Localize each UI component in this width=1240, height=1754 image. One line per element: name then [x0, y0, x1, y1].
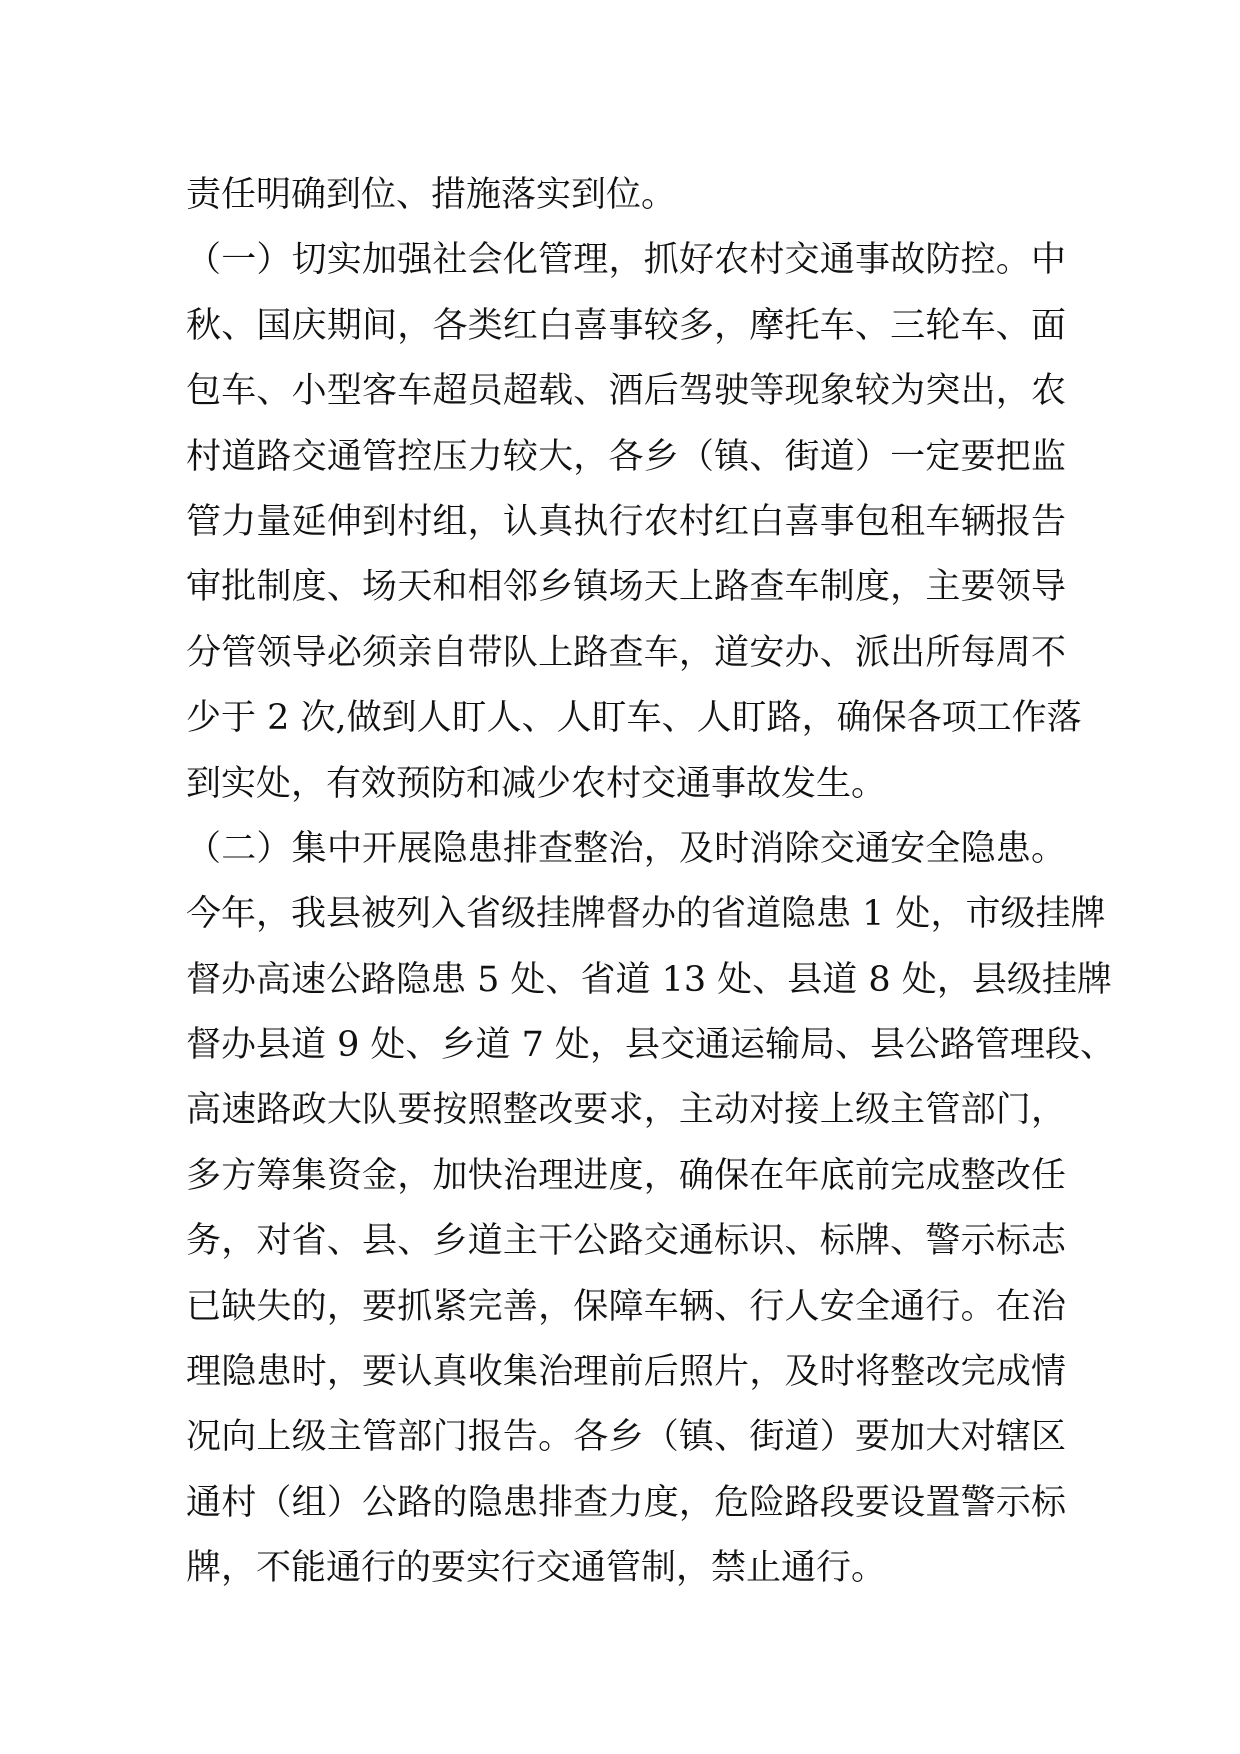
text-line: （一）切实加强社会化管理，抓好农村交通事故防控。中	[186, 240, 1066, 281]
text-line: 牌，不能通行的要实行交通管制，禁止通行。	[186, 1548, 887, 1589]
text-line: 到实处，有效预防和减少农村交通事故发生。	[186, 763, 887, 804]
text-line: 多方筹集资金，加快治理进度，确保在年底前完成整改任	[186, 1155, 1066, 1196]
text-line: 秋、国庆期间，各类红白喜事较多，摩托车、三轮车、面	[186, 305, 1066, 346]
text-line: 今年，我县被列入省级挂牌督办的省道隐患 1 处，市级挂牌	[186, 894, 1106, 935]
text-line: 审批制度、场天和相邻乡镇场天上路查车制度，主要领导	[186, 567, 1066, 608]
text-line: 责任明确到位、措施落实到位。	[186, 175, 677, 215]
text-line: 督办高速公路隐患 5 处、省道 13 处、县道 8 处，县级挂牌	[186, 959, 1112, 1000]
text-line: 分管领导必须亲自带队上路查车，道安办、派出所每周不	[186, 632, 1066, 673]
text-line: 管力量延伸到村组，认真执行农村红白喜事包租车辆报告	[186, 501, 1066, 542]
text-line: 务，对省、县、乡道主干公路交通标识、标牌、警示标志	[186, 1221, 1066, 1262]
text-line: 理隐患时，要认真收集治理前后照片，及时将整改完成情	[186, 1352, 1066, 1393]
text-line: （二）集中开展隐患排查整治，及时消除交通安全隐患。	[186, 828, 1066, 869]
text-line: 少于 2 次,做到人盯人、人盯车、人盯路，确保各项工作落	[186, 698, 1082, 739]
text-line: 通村（组）公路的隐患排查力度，危险路段要设置警示标	[186, 1482, 1066, 1523]
body-text	[186, 163, 1116, 1602]
text-line: 督办县道 9 处、乡道 7 处，县交通运输局、县公路管理段、	[186, 1025, 1116, 1066]
text-line: 已缺失的，要抓紧完善，保障车辆、行人安全通行。在治	[186, 1286, 1066, 1327]
text-line: 村道路交通管控压力较大，各乡（镇、街道）一定要把监	[186, 436, 1066, 477]
text-line: 包车、小型客车超员超载、酒后驾驶等现象较为突出，农	[186, 371, 1066, 412]
text-line: 况向上级主管部门报告。各乡（镇、街道）要加大对辖区	[186, 1417, 1066, 1458]
text-line: 高速路政大队要按照整改要求，主动对接上级主管部门，	[186, 1090, 1066, 1131]
